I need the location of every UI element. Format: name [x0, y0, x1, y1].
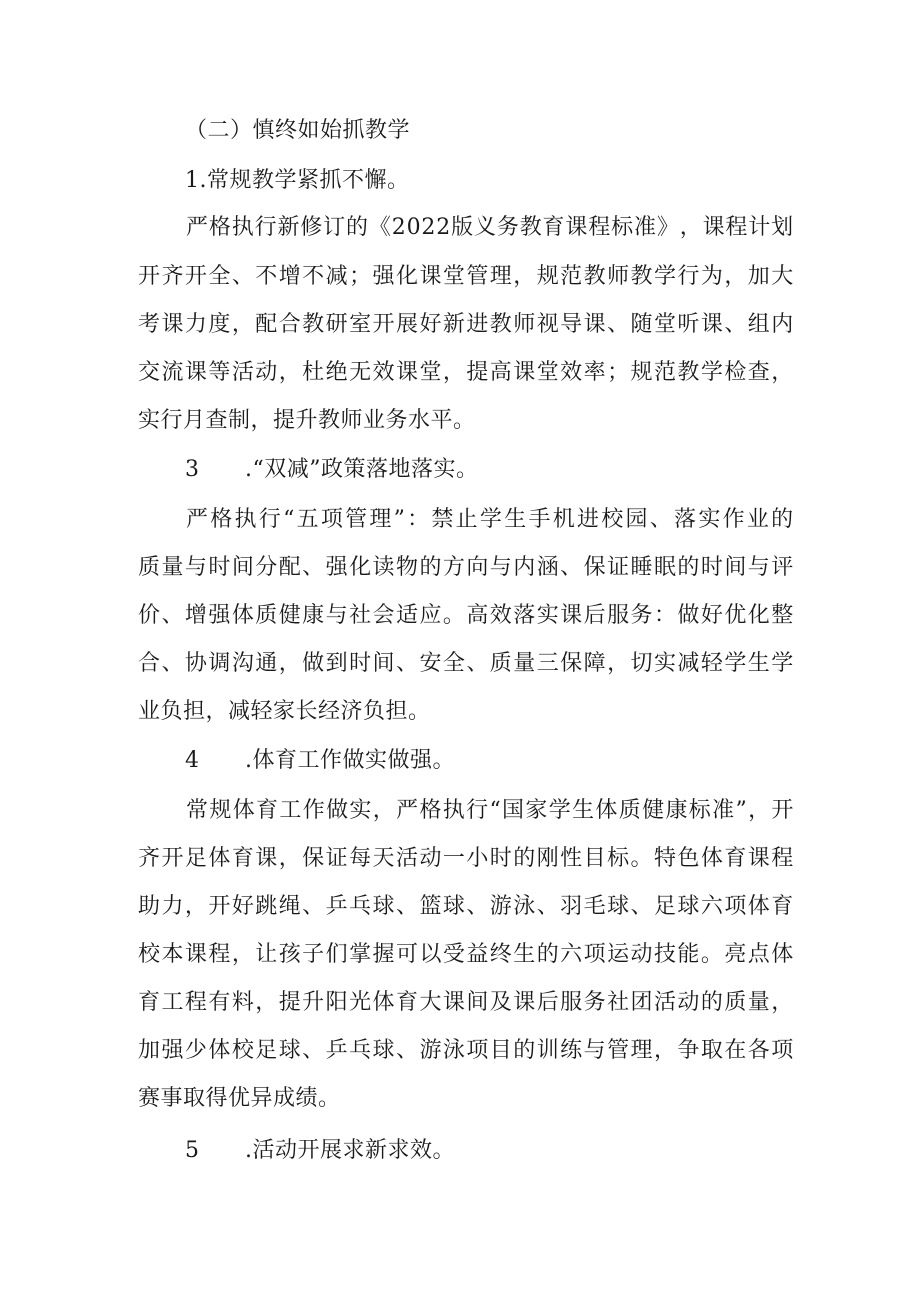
- item1-para-line-5: 实行月查制，提升教师业务水平。: [138, 408, 476, 433]
- item3-title: .“双减”政策落地落实。: [245, 457, 479, 482]
- item3-para-line-1: 严 格 执 行 “ 五 项 管 理 ” ： 禁 止 学 生 手 机 进 校 园 、 落 实 作 业 的: [186, 507, 794, 532]
- item4-para-line-3: 助 力 ， 开 好 跳 绳 、 乒 乓 球 、 篮 球 、 游 泳 、 羽 毛 球 、 足 球 六 项 体 育: [138, 894, 794, 919]
- item5-heading: [185, 1136, 455, 1166]
- section-heading: （二）慎终如始抓教学: [185, 118, 411, 143]
- item1-para-line-3: 考 课 力 度 ， 配 合 教 研 室 开 展 好 新 进 教 师 视 导 课 、 随 堂 听 课 、 组 内: [138, 312, 794, 337]
- item1-para-line-1: 严 格 执 行 新 修 订 的 《 2 0 2 2 版 义 务 教 育 课 程 标 准 》 ， 课 程 计 划: [186, 215, 794, 240]
- item3-para-line-4: 合 、 协 调 沟 通 ， 做 到 时 间 、 安 全 、 质 量 三 保 障 ， 切 实 减 轻 学 生 学: [138, 651, 794, 676]
- item4-number: 4: [185, 748, 200, 773]
- item3-heading: [185, 455, 479, 485]
- item4-heading: [185, 746, 455, 776]
- item4-title: .体育工作做实做强。: [245, 748, 455, 773]
- item3-para-line-5: 业负担，减轻家长经济负担。: [138, 699, 431, 724]
- item4-para-line-7: 赛事取得优异成绩。: [138, 1086, 341, 1111]
- item3-number: 3: [185, 457, 200, 482]
- item3-para-line-3: 价 、 增 强 体 质 健 康 与 社 会 适 应 。 高 效 落 实 课 后 服 务 ： 做 好 优 化 整: [138, 603, 794, 628]
- item4-para-line-1: 常 规 体 育 工 作 做 实 ， 严 格 执 行 “ 国 家 学 生 体 质 健 康 标 准 ” ， 开: [186, 798, 794, 823]
- item5-number: 5: [185, 1138, 200, 1163]
- item4-para-line-6: 加 强 少 体 校 足 球 、 乒 乓 球 、 游 泳 项 目 的 训 练 与 管 理 ， 争 取 在 各 项: [138, 1038, 794, 1063]
- item1-para-line-4: 交 流 课 等 活 动 ， 杜 绝 无 效 课 堂 ， 提 高 课 堂 效 率 ； 规 范 教 学 检 查 ，: [138, 360, 794, 385]
- item4-para-line-4: 校 本 课 程 ， 让 孩 子 们 掌 握 可 以 受 益 终 生 的 六 项 运 动 技 能 。 亮 点 体: [138, 942, 794, 967]
- item4-para-line-2: 齐 开 足 体 育 课 ， 保 证 每 天 活 动 一 小 时 的 刚 性 目 标 。 特 色 体 育 课 程: [138, 846, 794, 871]
- item1-heading: 1.常规教学紧抓不懈。: [185, 168, 410, 193]
- item1-para-line-2: 开 齐 开 全 、 不 增 不 减 ； 强 化 课 堂 管 理 ， 规 范 教 师 教 学 行 为 ， 加 大: [138, 264, 794, 289]
- item4-para-line-5: 育 工 程 有 料 ， 提 升 阳 光 体 育 大 课 间 及 课 后 服 务 社 团 活 动 的 质 量 ，: [138, 990, 794, 1015]
- item3-para-line-2: 质 量 与 时 间 分 配 、 强 化 读 物 的 方 向 与 内 涵 、 保 证 睡 眠 的 时 间 与 评: [138, 555, 794, 580]
- item5-title: .活动开展求新求效。: [245, 1138, 455, 1163]
